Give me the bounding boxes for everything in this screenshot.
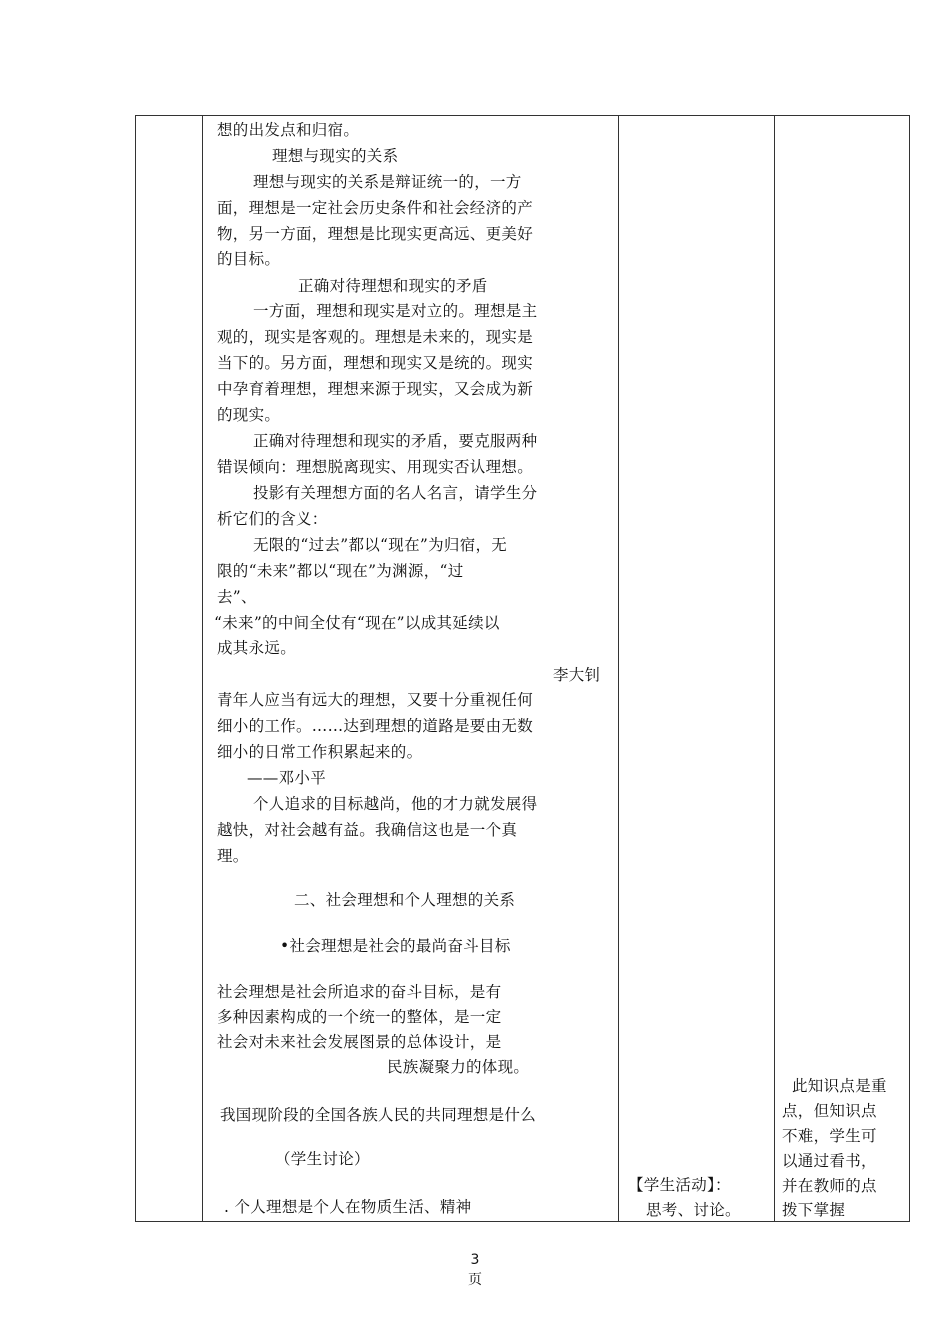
content-line: 析它们的含义：	[217, 510, 328, 528]
activity-label: 【学生活动】：	[628, 1176, 731, 1194]
content-line: 正确对待理想和现实的矛盾，要克服两种	[253, 432, 538, 450]
section-heading: 正确对待理想和现实的矛盾	[298, 277, 488, 295]
quote-line: 成其永远。	[217, 639, 297, 657]
content-line: 面，理想是一定社会历史条件和社会经济的产	[217, 199, 534, 217]
content-line: 社会对未来社会发展图景的总体设计，是	[217, 1033, 502, 1051]
column-divider	[202, 116, 203, 1221]
remark-line: 以通过看书，	[782, 1152, 877, 1170]
content-line: 民族凝聚力的体现。	[387, 1058, 530, 1076]
lesson-table	[135, 115, 910, 1222]
content-line: 投影有关理想方面的名人名言，请学生分	[253, 484, 538, 502]
content-line: 多种因素构成的一个统一的整体，是一定	[217, 1008, 502, 1026]
discussion-note: （学生讨论）	[275, 1150, 370, 1168]
column-divider	[774, 116, 775, 1221]
quote-line: 个人追求的目标越尚，他的才力就发展得	[253, 795, 538, 813]
remark-line: 并在教师的点	[782, 1177, 877, 1195]
quote-line: 细小的日常工作积累起来的。	[217, 743, 423, 761]
quote-line: 无限的“过去”都以“现在”为归宿，无	[253, 536, 508, 554]
content-line: 错误倾向：理想脱离现实、用现实否认理想。	[217, 458, 534, 476]
quote-line: “未来”的中间全仗有“现在”以成其延续以	[214, 614, 500, 632]
section-heading: 理想与现实的关系	[272, 147, 399, 165]
content-line: 中孕育着理想，理想来源于现实，又会成为新	[217, 380, 534, 398]
discussion-question: 我国现阶段的全国各族人民的共同理想是什么	[220, 1106, 537, 1124]
content-line: 想的出发点和归宿。	[217, 121, 360, 139]
quote-line: 越快，对社会越有益。我确信这也是一个真	[217, 821, 518, 839]
content-line: 社会理想是社会所追求的奋斗目标，是有	[217, 983, 502, 1001]
quote-author: ——邓小平	[247, 769, 327, 787]
remark-line: 拨下掌握	[782, 1201, 846, 1219]
content-line: . 个人理想是个人在物质生活、精神	[224, 1198, 472, 1216]
activity-text: 思考、讨论。	[646, 1201, 741, 1219]
page-number: 3	[470, 1252, 480, 1268]
quote-line: 限的“未来”都以“现在”为渊源，“过	[217, 562, 464, 580]
content-line: 一方面，理想和现实是对立的。理想是主	[253, 302, 538, 320]
content-line: 当下的。另方面，理想和现实又是统的。现实	[217, 354, 534, 372]
quote-line: 去”、	[217, 588, 257, 606]
page-label: 页	[468, 1272, 482, 1288]
quote-line: 青年人应当有远大的理想，又要十分重视任何	[217, 691, 534, 709]
content-line: 物，另一方面，理想是比现实更高远、更美好	[217, 225, 534, 243]
remark-line: 不难，学生可	[782, 1127, 877, 1145]
remark-line: 此知识点是重	[792, 1077, 887, 1095]
content-line: 观的，现实是客观的。理想是未来的，现实是	[217, 328, 534, 346]
quote-line: 细小的工作。……达到理想的道路是要由无数	[217, 717, 534, 735]
content-line: 的目标。	[217, 250, 281, 268]
content-line: 的现实。	[217, 406, 281, 424]
quote-line: 理。	[217, 847, 249, 865]
content-line: 理想与现实的关系是辩证统一的，一方	[253, 173, 522, 191]
column-divider	[618, 116, 619, 1221]
section-heading: 二、社会理想和个人理想的关系	[294, 891, 516, 909]
remark-line: 点，但知识点	[782, 1102, 877, 1120]
bullet-heading: •社会理想是社会的最尚奋斗目标	[280, 937, 511, 955]
quote-author: 李大钊	[553, 666, 601, 684]
